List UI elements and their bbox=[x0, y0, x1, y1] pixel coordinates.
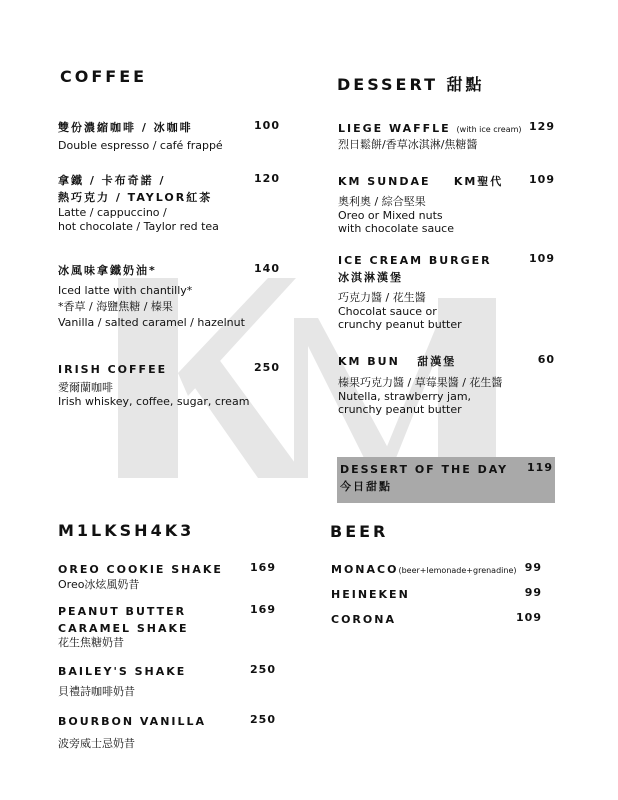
milkshake-item-desc: 波旁威士忌奶昔 bbox=[58, 737, 135, 750]
beer-item-name bbox=[331, 561, 517, 579]
milkshake-item-desc: 貝禮詩咖啡奶昔 bbox=[58, 685, 135, 698]
coffee-item-name: 雙份濃縮咖啡 / 冰咖啡 bbox=[58, 121, 193, 134]
dessert-of-the-day-price: 119 bbox=[527, 461, 553, 474]
dessert-item-title: LIEGE WAFFLE bbox=[338, 122, 451, 135]
dessert-item-price: 60 bbox=[537, 353, 555, 366]
beer-item-price: 99 bbox=[524, 561, 542, 574]
beer-heading: BEER bbox=[330, 522, 389, 541]
coffee-item-desc: Latte / cappuccino / hot chocolate / Taylor red tea bbox=[58, 206, 219, 233]
milkshake-item-price: 169 bbox=[250, 603, 276, 616]
dessert-item-name: KM BUN 甜漢堡 bbox=[338, 355, 457, 368]
milkshake-item-price: 169 bbox=[250, 561, 276, 574]
beer-item-price: 109 bbox=[516, 611, 542, 624]
milkshake-heading: M1LKSH4K3 bbox=[58, 521, 195, 540]
beer-item-name: CORONA bbox=[331, 613, 396, 626]
milkshake-item-desc: 花生焦糖奶昔 bbox=[58, 636, 124, 649]
coffee-item-desc: 愛爾蘭咖啡 Irish whiskey, coffee, sugar, cream bbox=[58, 381, 250, 408]
dessert-item-desc: 巧克力醬 / 花生醬 Chocolat sauce or crunchy peanut butter bbox=[338, 291, 462, 331]
coffee-item-name: 冰風味拿鐵奶油* bbox=[58, 264, 157, 277]
coffee-item-name: 拿鐵 / 卡布奇諾 / 熱巧克力 / TAYLOR紅茶 bbox=[58, 174, 213, 204]
coffee-item-price: 140 bbox=[254, 262, 280, 275]
dessert-item-price: 109 bbox=[529, 173, 555, 186]
dessert-item-name: ICE CREAM BURGER 冰淇淋漢堡 bbox=[338, 254, 492, 284]
dessert-item-note: (with ice cream) bbox=[456, 125, 522, 134]
milkshake-item-name: BAILEY'S SHAKE bbox=[58, 665, 187, 678]
beer-item-title: MONACO bbox=[331, 563, 399, 576]
milkshake-item-price: 250 bbox=[250, 663, 276, 676]
beer-item-name: HEINEKEN bbox=[331, 588, 410, 601]
beer-item-price: 99 bbox=[524, 586, 542, 599]
dessert-item-desc: 奧利奧 / 綜合堅果 Oreo or Mixed nuts with chocolate sauce bbox=[338, 195, 454, 235]
dessert-item-price: 109 bbox=[529, 252, 555, 265]
milkshake-item-name: BOURBON VANILLA bbox=[58, 715, 207, 728]
dessert-heading: DESSERT 甜點 bbox=[337, 75, 485, 94]
coffee-item-price: 100 bbox=[254, 119, 280, 132]
coffee-item-desc: Double espresso / café frappé bbox=[58, 139, 223, 152]
dessert-item-desc: 榛果巧克力醬 / 草莓果醬 / 花生醬 Nutella, strawberry jam, crunchy peanut butter bbox=[338, 376, 503, 416]
milkshake-item-price: 250 bbox=[250, 713, 276, 726]
dessert-item-desc: 烈日鬆餅/香草冰淇淋/焦糖醬 bbox=[338, 138, 478, 151]
milkshake-item-name: PEANUT BUTTER CARAMEL SHAKE bbox=[58, 605, 189, 635]
coffee-heading: COFFEE bbox=[60, 67, 148, 86]
coffee-item-price: 120 bbox=[254, 172, 280, 185]
beer-item-note: (beer+lemonade+grenadine) bbox=[398, 566, 517, 575]
dessert-item-price: 129 bbox=[529, 120, 555, 133]
coffee-item-name: IRISH COFFEE bbox=[58, 363, 168, 376]
milkshake-item-desc: Oreo冰炫風奶昔 bbox=[58, 578, 140, 591]
dessert-of-the-day-name: DESSERT OF THE DAY 今日甜點 bbox=[340, 463, 509, 493]
coffee-item-price: 250 bbox=[254, 361, 280, 374]
coffee-item-desc: Iced latte with chantilly* *香草 / 海鹽焦糖 / 榛果 Vanilla / salted caramel / hazelnut bbox=[58, 284, 245, 329]
milkshake-item-name: OREO COOKIE SHAKE bbox=[58, 563, 223, 576]
dessert-item-name: KM SUNDAE KM聖代 bbox=[338, 175, 504, 188]
dessert-item-name bbox=[338, 120, 522, 138]
